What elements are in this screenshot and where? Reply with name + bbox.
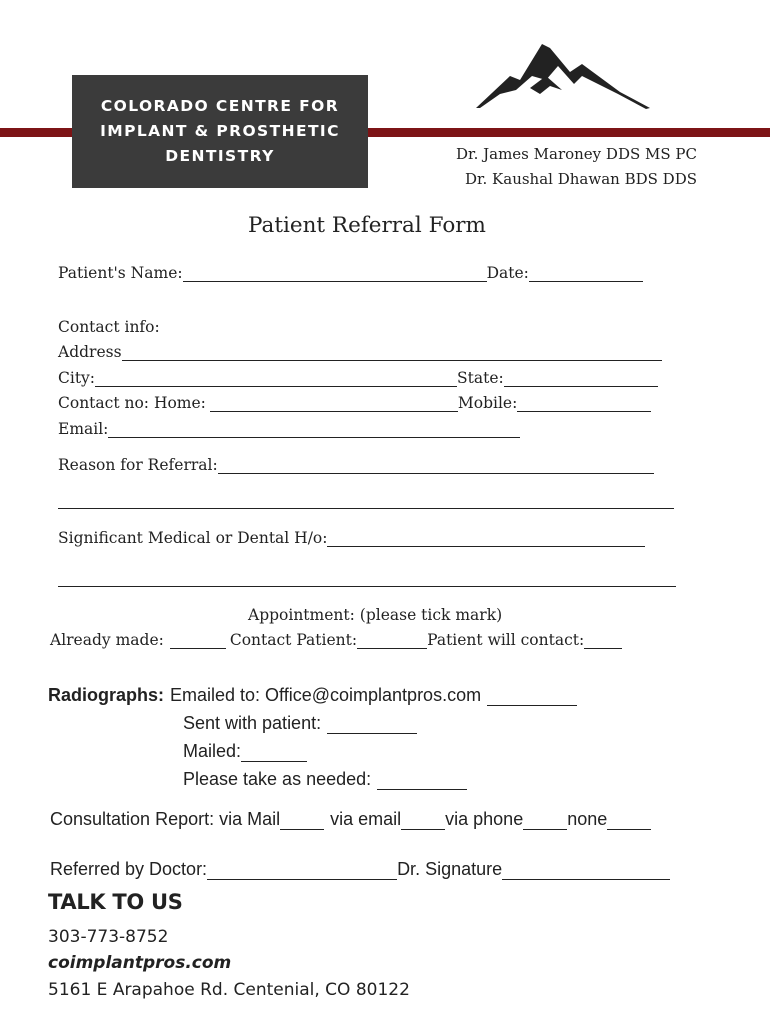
reason-field-line-2[interactable]	[58, 508, 674, 509]
referred-by-label: Referred by Doctor:	[50, 859, 208, 879]
via-mail-field[interactable]	[280, 813, 324, 830]
patient-will-contact-label: Patient will contact:	[427, 631, 585, 649]
contact-patient-checkbox[interactable]	[357, 634, 427, 649]
radiographs-row-mailed	[183, 741, 307, 762]
signature-field[interactable]	[502, 863, 670, 880]
referral-row	[50, 859, 670, 880]
address-row	[58, 343, 662, 361]
appointment-heading	[248, 606, 502, 624]
city-label: City:	[58, 369, 96, 387]
signature-label: Dr. Signature	[397, 859, 503, 879]
radiographs-mailed-field[interactable]	[241, 745, 307, 762]
medical-history-label: Significant Medical or Dental H/o:	[58, 529, 328, 547]
home-phone-field[interactable]	[210, 397, 458, 412]
via-phone-field[interactable]	[523, 813, 567, 830]
radiographs-sent-label: Sent with patient:	[183, 713, 322, 733]
address-field[interactable]	[122, 346, 662, 361]
already-made-label: Already made:	[50, 631, 164, 649]
none-label: none	[567, 809, 608, 829]
radiographs-row-take	[183, 769, 467, 790]
doctor-name-1: Dr. James Maroney DDS MS PC	[456, 145, 697, 163]
radiographs-row-emailed	[48, 685, 577, 706]
reason-label: Reason for Referral:	[58, 456, 218, 474]
patient-name-row	[58, 264, 643, 282]
medical-history-field[interactable]	[327, 532, 645, 547]
mobile-label: Mobile:	[457, 394, 518, 412]
city-row	[58, 369, 658, 387]
consultation-row	[50, 809, 651, 830]
home-phone-label: Contact no: Home:	[58, 394, 206, 412]
patient-name-label: Patient's Name:	[58, 264, 183, 282]
phone-number[interactable]: 303-773-8752	[48, 927, 169, 947]
contact-info-heading	[58, 318, 160, 336]
appointment-row	[50, 631, 622, 649]
via-phone-label: via phone	[445, 809, 524, 829]
doctor-name-2: Dr. Kaushal Dhawan BDS DDS	[464, 170, 697, 188]
state-label: State:	[457, 369, 504, 387]
radiographs-take-label: Please take as needed:	[183, 769, 372, 789]
clinic-logo-text: COLORADO CENTRE FOR IMPLANT & PROSTHETIC DENTISTRY	[100, 97, 340, 165]
patient-name-field[interactable]	[183, 267, 487, 282]
form-title: Patient Referral Form	[248, 213, 486, 238]
radiographs-mailed-label: Mailed:	[183, 741, 242, 761]
reason-row	[58, 456, 654, 474]
date-field[interactable]	[529, 267, 643, 282]
already-made-checkbox[interactable]	[170, 634, 226, 649]
email-label: Email:	[58, 420, 109, 438]
city-field[interactable]	[95, 372, 457, 387]
none-field[interactable]	[607, 813, 651, 830]
medical-history-row	[58, 529, 645, 547]
radiographs-row-sent	[183, 713, 417, 734]
clinic-logo	[72, 75, 368, 188]
mountain-icon	[470, 36, 660, 116]
radiographs-take-field[interactable]	[377, 773, 467, 790]
radiographs-label: Radiographs:	[48, 685, 165, 705]
talk-to-us-heading: TALK TO US	[48, 890, 183, 914]
contact-patient-label: Contact Patient:	[229, 631, 358, 649]
consultation-label: Consultation Report: via Mail	[50, 809, 281, 829]
appointment-label: Appointment: (please tick mark)	[248, 606, 503, 624]
email-field[interactable]	[108, 423, 520, 438]
website-link[interactable]: coimplantpros.com	[48, 953, 232, 973]
mobile-field[interactable]	[517, 397, 651, 412]
radiographs-emailed-label: Emailed to: Office@coimplantpros.com	[170, 685, 482, 705]
radiographs-emailed-field[interactable]	[487, 689, 577, 706]
address-label: Address	[58, 343, 122, 361]
radiographs-sent-field[interactable]	[327, 717, 417, 734]
email-row	[58, 420, 520, 438]
state-field[interactable]	[504, 372, 658, 387]
clinic-address: 5161 E Arapahoe Rd. Centenial, CO 80122	[48, 980, 410, 1000]
medical-history-field-line-2[interactable]	[58, 586, 676, 587]
reason-field[interactable]	[218, 459, 654, 474]
via-email-field[interactable]	[401, 813, 445, 830]
via-email-label: via email	[330, 809, 402, 829]
patient-will-contact-checkbox[interactable]	[584, 634, 622, 649]
contact-info-label: Contact info:	[58, 318, 160, 336]
phone-row	[58, 394, 651, 412]
referred-by-field[interactable]	[207, 863, 397, 880]
date-label: Date:	[486, 264, 529, 282]
